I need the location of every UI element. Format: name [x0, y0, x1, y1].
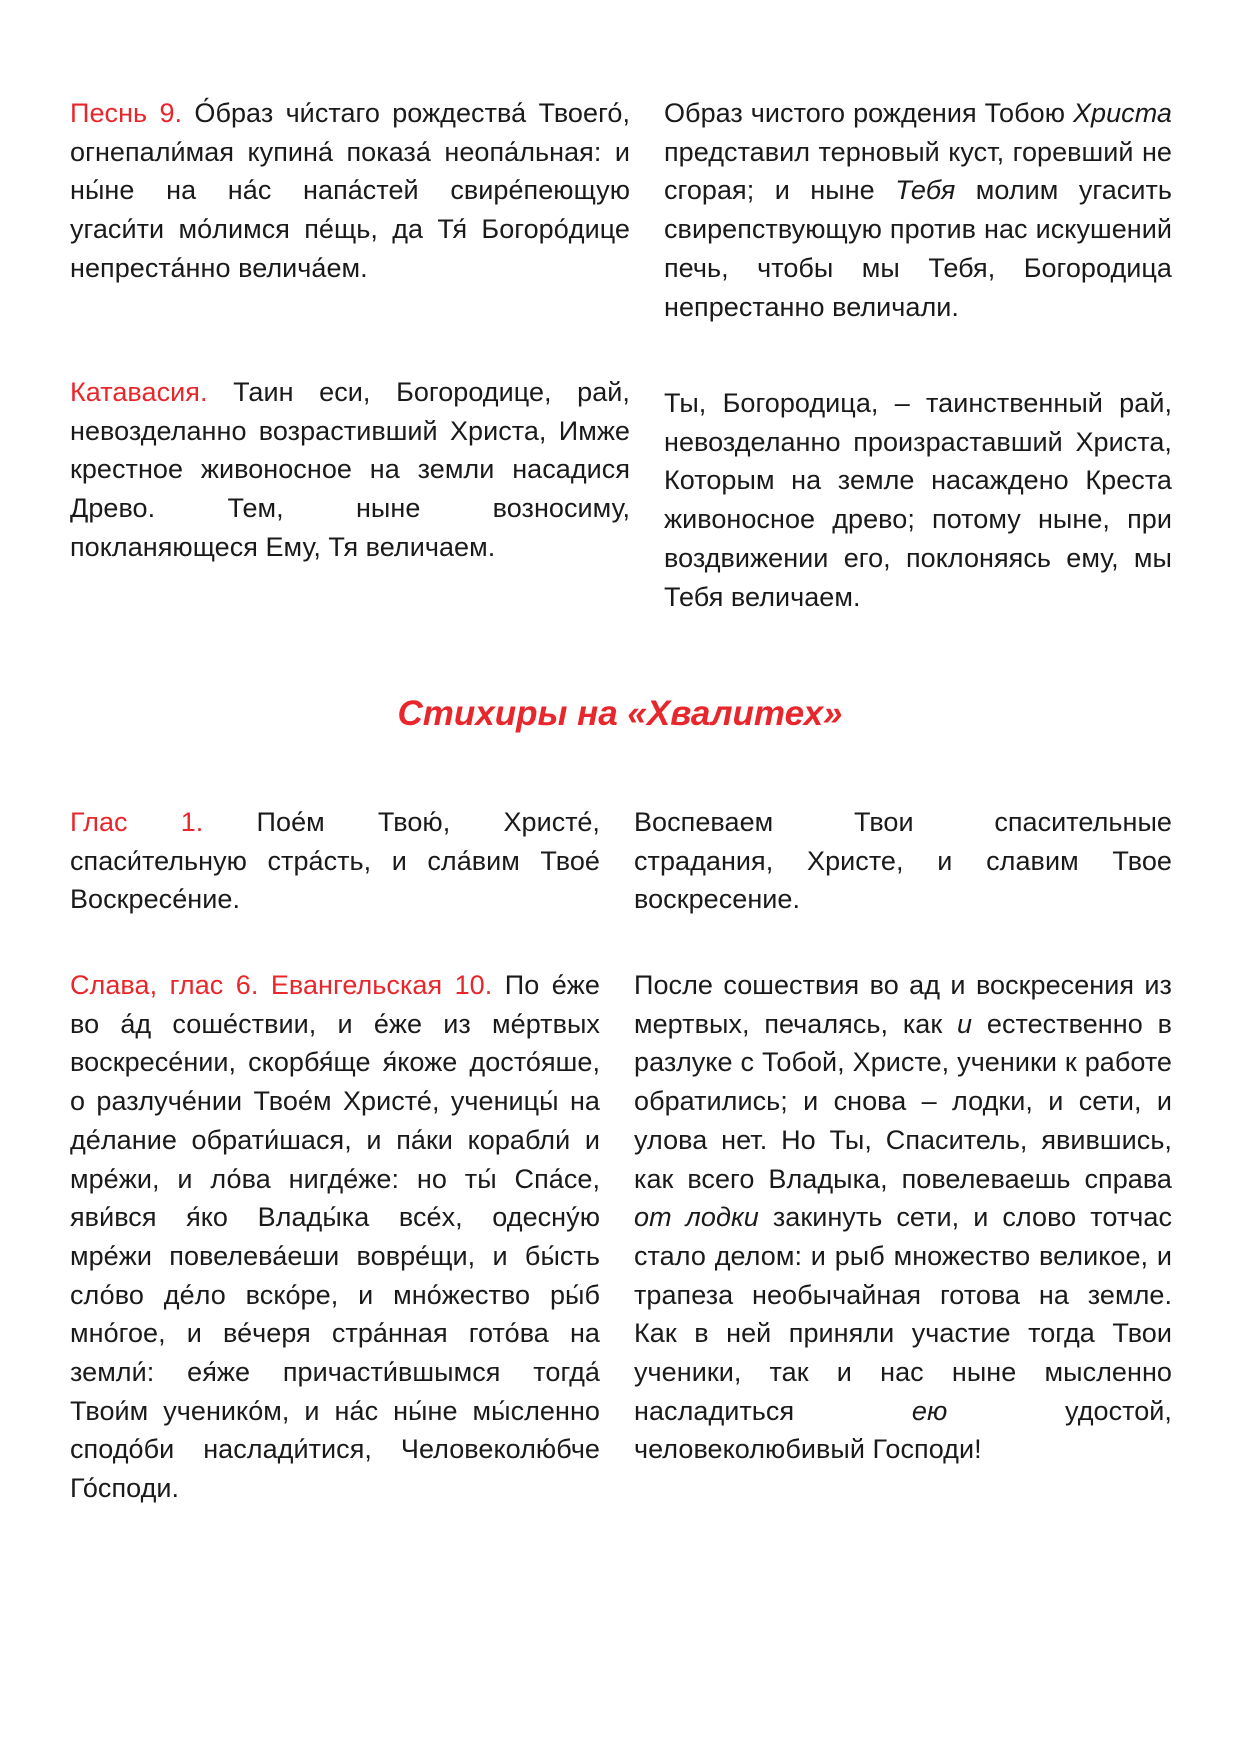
glas1-row	[70, 803, 1172, 919]
katavasia-russian: Ты, Богородица, – таинственный рай, невозделанно произраставший Христа, Которым на земле насаждено Креста живоносное древо; потому ныне, при воздвижении его, поклоняясь ему, мы Тебя величаем.	[664, 388, 1172, 612]
katavasia-slavonic	[70, 373, 630, 616]
slava-russian-text-4: удостой, человеколюбивый Господи!	[634, 1395, 1172, 1465]
slava-row	[70, 966, 1172, 1508]
section-title: Стихиры на «Хвалитех»	[397, 694, 843, 733]
song9-russian-text-2: представил терновый куст, горевший не сгорая; и ныне	[664, 136, 1172, 206]
song9-row	[70, 94, 1172, 326]
katavasia-label: Катавасия.	[70, 377, 208, 407]
slava-label: Слава, глас 6. Евангельская 10.	[70, 970, 493, 1000]
slava-russian-text-2: естественно в разлуке с Тобой, Христе, ученики к работе обратились; и снова – лодки, и сети, и улова нет. Но Ты, Спаситель, явившись, как всего Владыка, повелеваешь справа	[634, 1008, 1172, 1194]
slava-slavonic	[70, 966, 600, 1508]
slava-russian-emphasis-1: и	[957, 1008, 973, 1039]
song9-russian-text-3: молим угасить свирепствующую против нас искушений печь, чтобы мы Тебя, Богородица непрестанно величали.	[664, 175, 1172, 322]
glas1-slavonic-text: Пое́м Твою́, Христе́, спаси́тельную стра́сть, и сла́вим Твое́ Воскресе́ние.	[70, 807, 600, 915]
song9-slavonic-text: О́браз чи́стаго рождества́ Твоего́, огнепали́мая купина́ показа́ неопа́льная: и ны́не на на́с напа́стей свире́пеющую угаси́ти мо́лимся пе́щь, да Тя́ Богоро́дице непреста́нно велича́ем.	[70, 98, 630, 283]
katavasia-slavonic-text: Таин еси, Богородице, рай, невозделанно возрастивший Христа, Имже крестное живоносное на земли насадися Древо. Тем, ныне возносиму, покланяющеся Ему, Тя величаем.	[70, 377, 630, 562]
slava-russian-text-3: закинуть сети, и слово тотчас стало делом: и рыб множество великое, и трапеза необычайная готова на земле. Как в ней приняли участие тогда Твои ученики, так и нас ныне мысленно насладиться	[634, 1202, 1173, 1426]
slava-russian-text-1: После сошествия во ад и воскресения из мертвых, печалясь, как	[634, 970, 1172, 1039]
slava-slavonic-text: По е́же во а́д соше́ствии, и е́же из ме́ртвых воскресе́нии, скорбя́ще я́коже досто́яше, о разлуче́нии Твое́м Христе́, ученицы́ на де́лание обрати́шася, и па́ки корабли́ и мре́жи, и ло́ва нигде́же: но ты́ Спа́се, яви́вся я́ко Влады́ка все́х, одесну́ю мре́жи повелева́еши вовре́щи, и бы́сть сло́во де́ло вско́ре, и мно́жество ры́б мно́гое, и ве́черя стра́нная гото́ва на земли́: ея́же причасти́вшымся тогда́ Твои́м ученико́м, и на́с ны́не мы́сленно сподо́би наслади́тися, Человеколю́бче Го́споди.	[70, 970, 600, 1504]
song9-russian-emphasis-2: Тебя	[895, 175, 956, 206]
glas1-slavonic	[70, 803, 600, 919]
song9-russian-text-1: Образ чистого рождения Тобою	[664, 98, 1073, 128]
katavasia-row	[70, 373, 1172, 616]
slava-russian-emphasis-2: от лодки	[634, 1202, 759, 1233]
song9-russian-emphasis-1: Христа	[1072, 98, 1172, 128]
song9-russian	[664, 94, 1172, 326]
song9-slavonic	[70, 94, 630, 326]
slava-russian-emphasis-3: ею	[911, 1395, 948, 1426]
song9-label: Песнь 9.	[70, 98, 183, 128]
slava-russian	[634, 966, 1172, 1508]
glas1-label: Глас 1.	[70, 807, 204, 837]
glas1-russian: Воспеваем Твои спасительные страдания, Христе, и славим Твое воскресение.	[634, 807, 1172, 915]
